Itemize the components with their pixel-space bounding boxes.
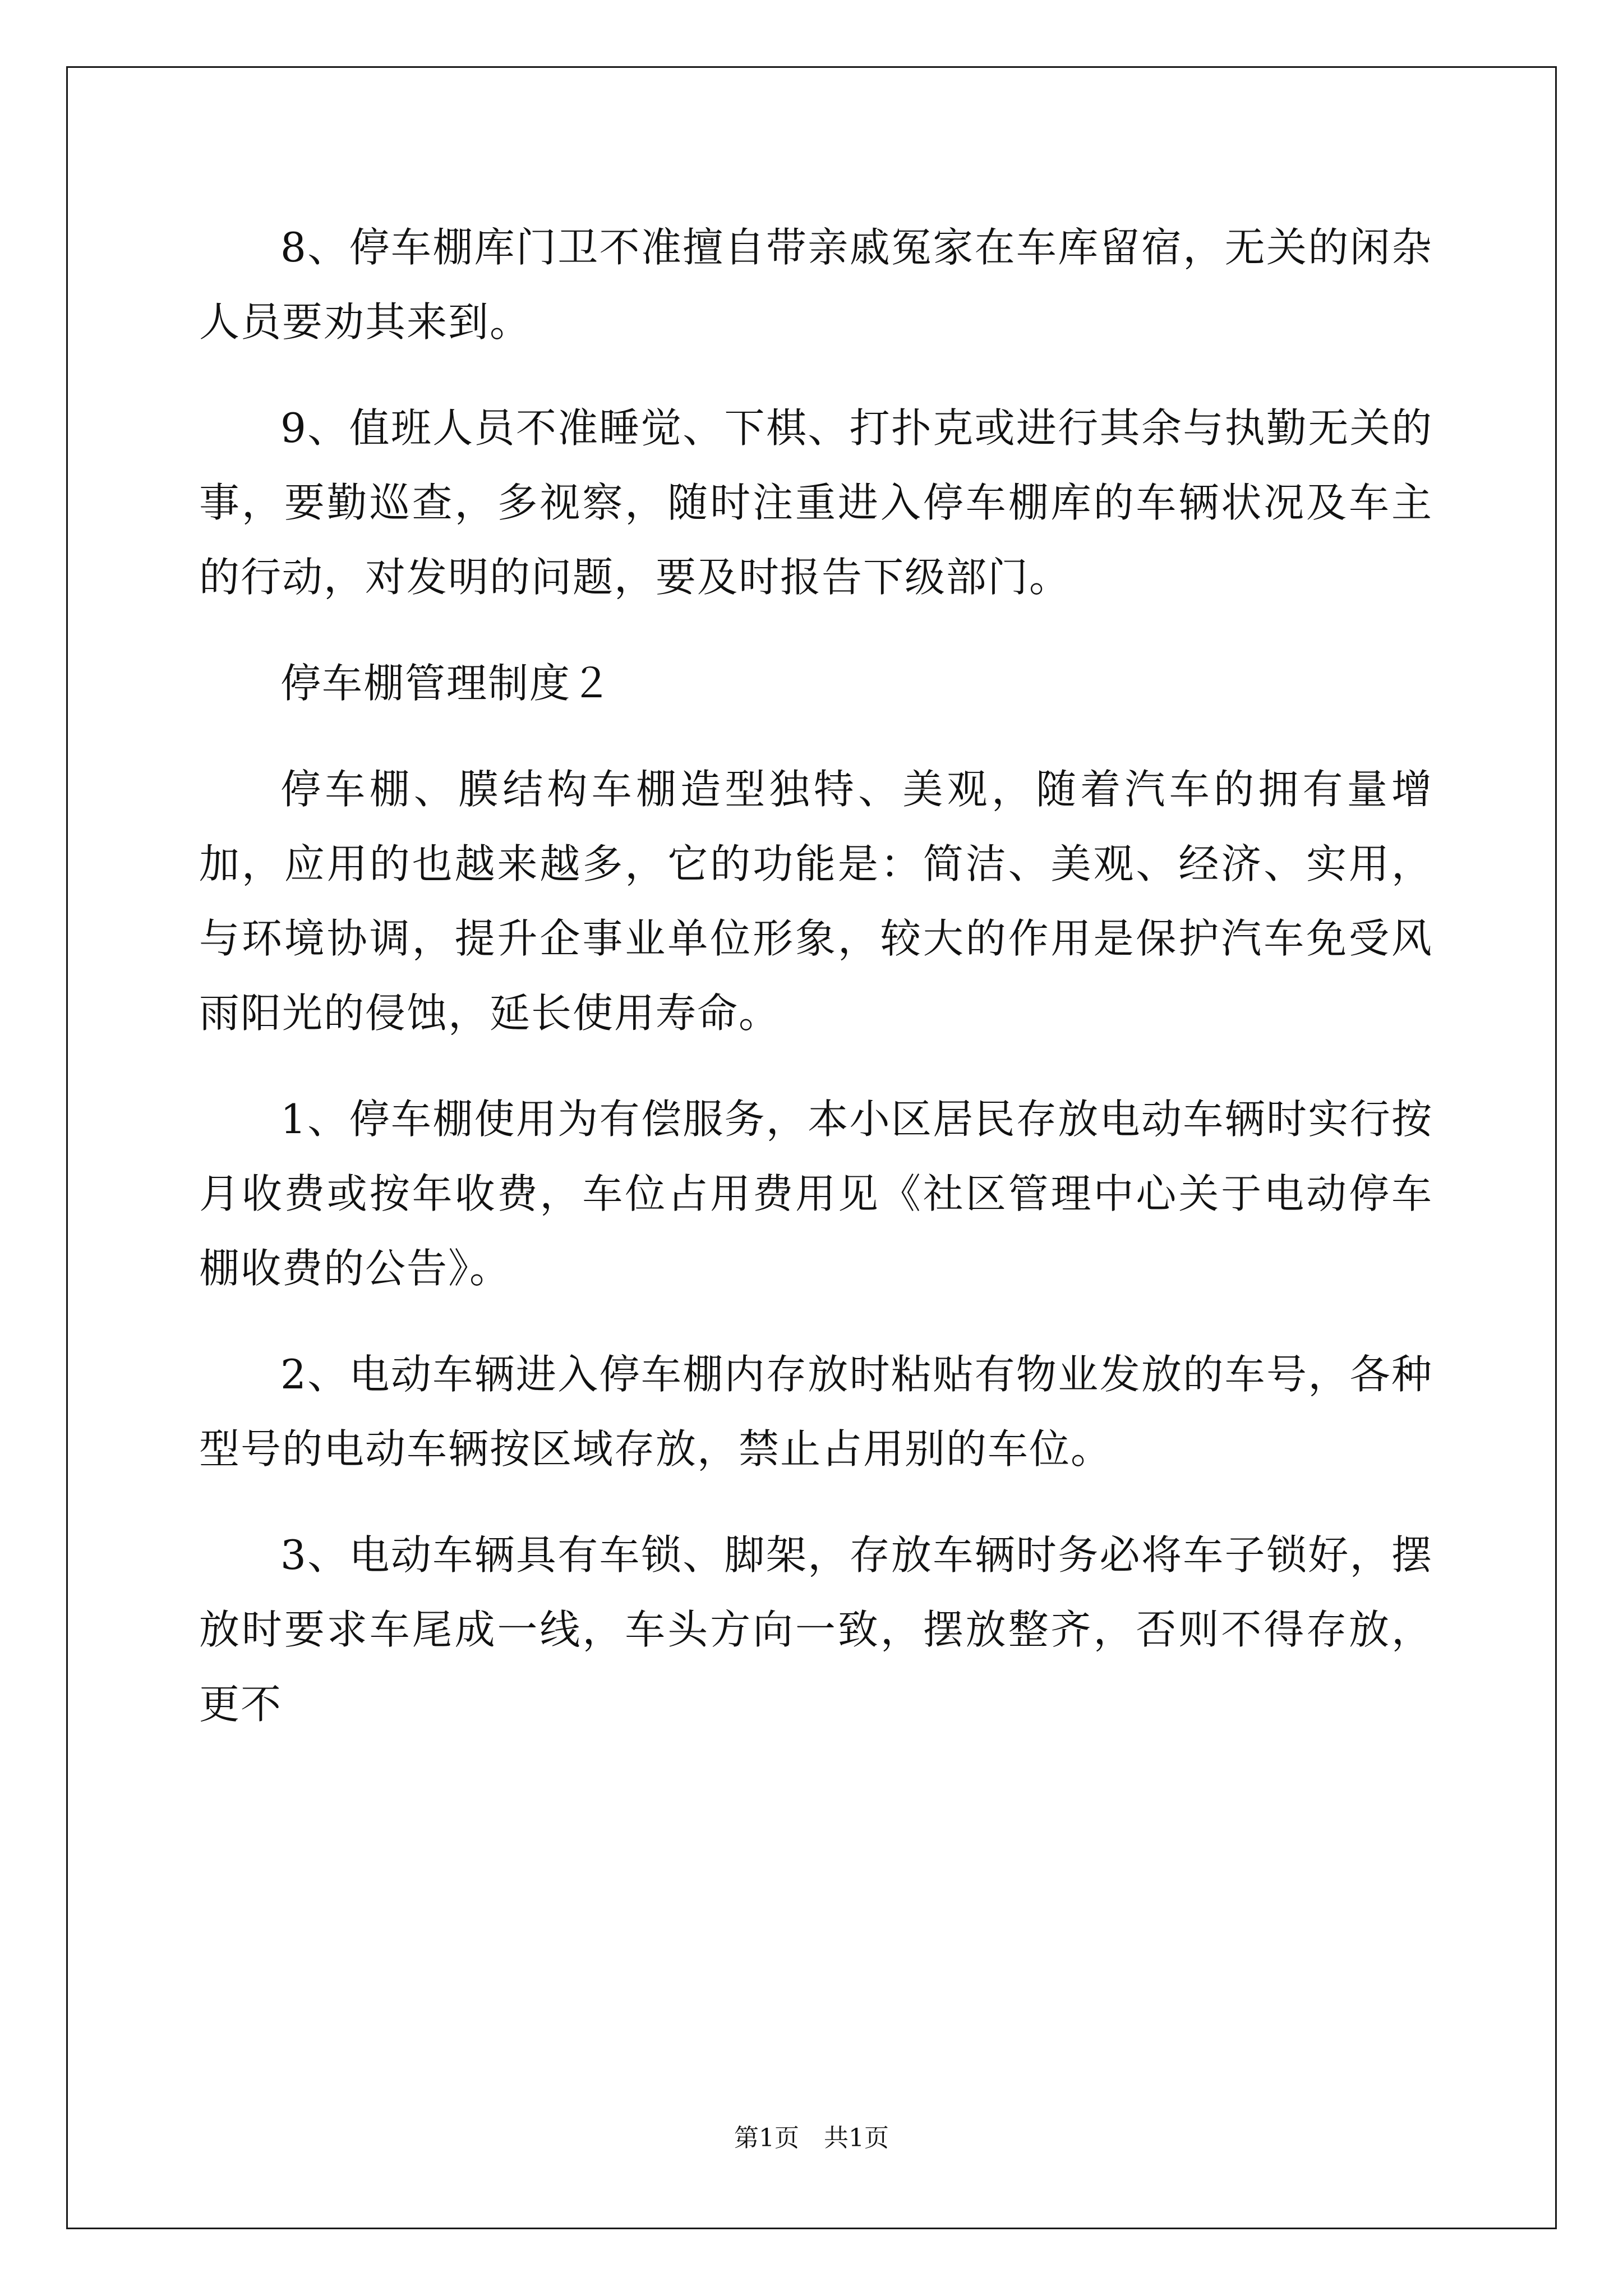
paragraph-rule-3: 3、电动车辆具有车锁、脚架，存放车辆时务必将车子锁好，摆放时要求车尾成一线，车头方向一致，摆放整齐，否则不得存放，更不 xyxy=(199,1531,1433,1728)
document-body xyxy=(199,210,1433,1773)
paragraph-rule-1: 1、停车棚使用为有偿服务，本小区居民存放电动车辆时实行按月收费或按年收费，车位占用费用见《社区管理中心关于电动停车棚收费的公告》。 xyxy=(199,1096,1433,1292)
section-heading: 停车棚管理制度２ xyxy=(280,660,613,707)
paragraph-rule-8: 8、停车棚库门卫不准擅自带亲戚冤家在车库留宿，无关的闲杂人员要劝其来到。 xyxy=(199,224,1433,346)
paragraph-rule-2: 2、电动车辆进入停车棚内存放时粘贴有物业发放的车号，各种型号的电动车辆按区域存放，禁止占用别的车位。 xyxy=(199,1351,1433,1473)
page-footer: 第1页 共1页 xyxy=(734,2124,889,2152)
paragraph-rule-9: 9、值班人员不准睡觉、下棋、打扑克或进行其余与执勤无关的事，要勤巡查，多视察，随时注重进入停车棚库的车辆状况及车主的行动，对发明的问题，要及时报告下级部门。 xyxy=(199,404,1433,601)
paragraph-intro: 停车棚、膜结构车棚造型独特、美观，随着汽车的拥有量增加，应用的也越来越多，它的功能是：简洁、美观、经济、实用，与环境协调，提升企事业单位形象，较大的作用是保护汽车免受风雨阳光的侵蚀，延长使用寿命。 xyxy=(199,766,1433,1037)
